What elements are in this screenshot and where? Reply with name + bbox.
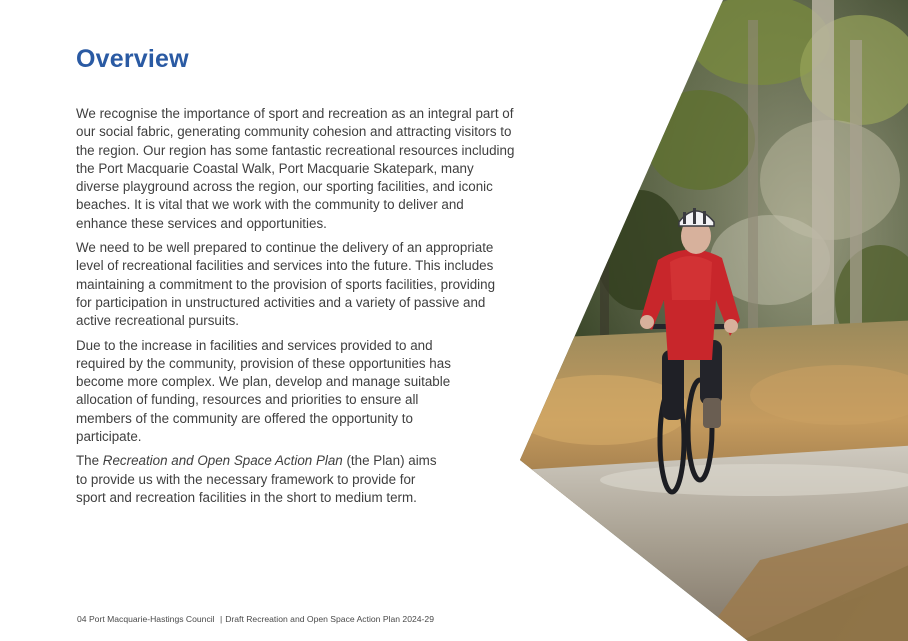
paragraph: We recognise the importance of sport and recreation as an integral part of our social fabric, generating community cohesion and attracting visitors to the region. Our region has some fantastic recreational resources including the Port Macquarie Coastal Walk, Port Macquarie Skatepark, many diverse playground across the region, our sporting facilities, and iconic beaches. It is vital that we work with the community to deliver and enhance these services and opportunities. bbox=[76, 106, 515, 231]
plan-paragraph-lead: The bbox=[76, 453, 103, 469]
page-title: Overview bbox=[76, 45, 189, 73]
paragraph: We need to be well prepared to continue the delivery of an appropriate level of recreational facilities and services into the future. This includes maintaining a commitment to the provision of sports facilities, providing for participation in unstructured activities and a variety of passive and active recreational pursuits. bbox=[76, 240, 496, 329]
footer-separator: | bbox=[219, 614, 223, 624]
plan-title: Recreation and Open Space Action Plan bbox=[102, 453, 343, 469]
document-title: Draft Recreation and Open Space Action Plan 2024-29 bbox=[225, 614, 434, 624]
page-number: 04 bbox=[77, 614, 87, 624]
organisation-name: Port Macquarie-Hastings Council bbox=[88, 614, 215, 624]
paragraph: Due to the increase in facilities and services provided to and required by the community, provision of these opportunities has become more complex. We plan, develop and manage suitable allocation of funding, resources and priorities to ensure all members of the community are offered the opportunity to participate. bbox=[76, 337, 451, 445]
plan-paragraph-rest: (the Plan) aims to provide us with the necessary framework to provide for sport and recreation facilities in the short to medium term. bbox=[76, 453, 437, 505]
plan-paragraph bbox=[76, 452, 441, 507]
overview-body bbox=[76, 105, 516, 513]
page-footer bbox=[77, 613, 434, 625]
